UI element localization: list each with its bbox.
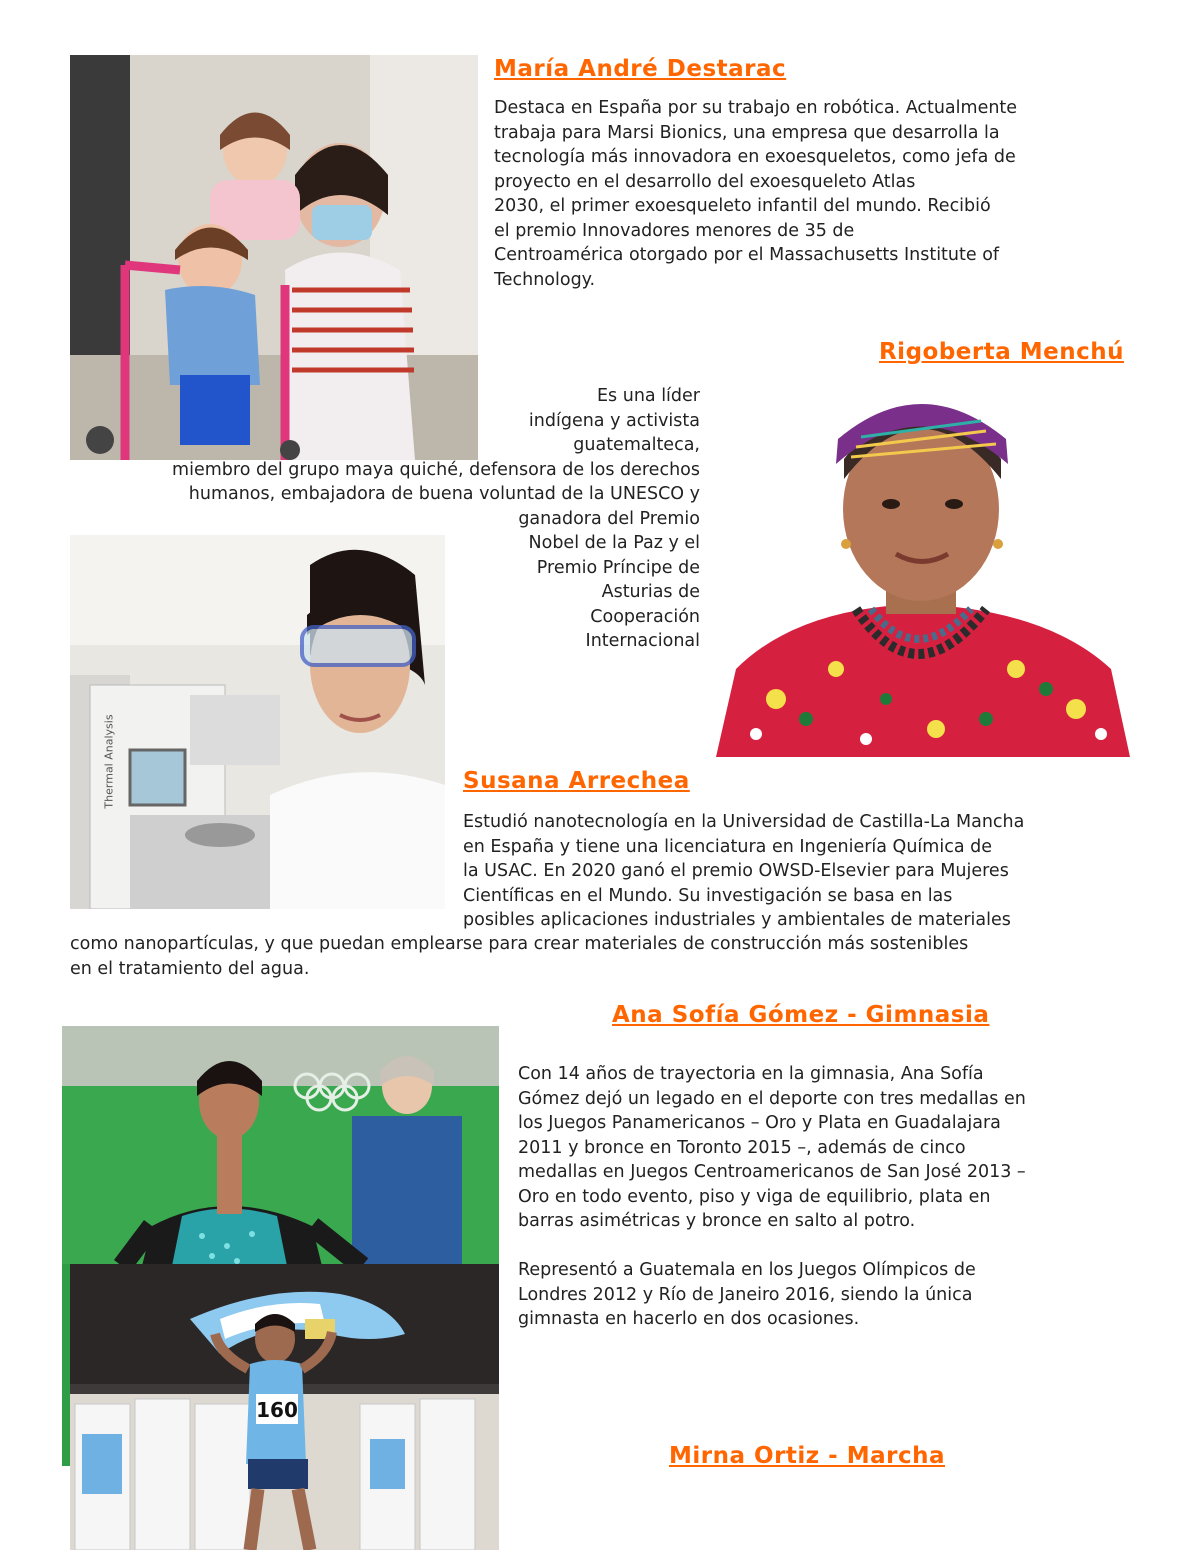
rigoberta-bio-line: Nobel de la Paz y el [528,533,700,553]
maria-bio-line: el premio Innovadores menores de 35 de [494,220,855,241]
photo-susana-arrechea [70,535,445,909]
ana-bio-line: Oro en todo evento, piso y viga de equilibrio, plata en [518,1186,991,1207]
rigoberta-bio-line: ganadora del Premio [518,508,700,529]
ana-bio-line: Londres 2012 y Río de Janeiro 2016, siendo la única [518,1284,973,1305]
green-accent-bar [62,1264,70,1466]
rigoberta-bio-line: Internacional [585,631,700,651]
susana-name-heading: Susana Arrechea [463,768,690,794]
photo-ana-sofia-gomez [62,1026,499,1266]
bib-number: 160 [256,1398,298,1422]
maria-bio-line: Centroamérica otorgado por el Massachusetts Institute of [494,245,1000,265]
rigoberta-bio-line: Premio Príncipe de [536,557,700,578]
ana-bio-line: 2011 y bronce en Toronto 2015 –, además de cinco [518,1137,966,1158]
rigoberta-bio-line: miembro del grupo maya quiché, defensora de los derechos [172,459,700,480]
ana-bio-paragraph-1 [518,1062,1138,1234]
mirna-name-heading: Mirna Ortiz - Marcha [669,1443,946,1469]
susana-bio-line: en el tratamiento del agua. [70,958,310,979]
ana-bio-line: gimnasta en hacerlo en dos ocasiones. [518,1309,860,1329]
ana-bio-line: los Juegos Panamericanos – Oro y Plata en Guadalajara [518,1113,1001,1133]
ana-bio-line: Gómez dejó un legado en el deporte con tres medallas en [518,1088,1026,1109]
rigoberta-bio-line: humanos, embajadora de buena voluntad de la UNESCO y [188,484,700,504]
rigoberta-name-heading: Rigoberta Menchú [878,339,1124,365]
susana-bio-right [463,810,1153,933]
maria-bio [494,96,1134,292]
susana-bio-line: Estudió nanotecnología en la Universidad de Castilla-La Mancha [463,812,1025,832]
photo-mirna-ortiz [70,1264,499,1550]
susana-bio-line: como nanopartículas, y que puedan emplearse para crear materiales de construcción más sostenibles [70,934,969,954]
maria-bio-line: 2030, el primer exoesqueleto infantil del mundo. Recibió [494,196,991,216]
susana-bio-line: Científicas en el Mundo. Su investigación se basa en las [463,885,953,906]
rigoberta-bio-line: Es una líder [596,386,700,406]
ana-bio-paragraph-2 [518,1258,1138,1332]
susana-bio-line: en España y tiene una licenciatura en Ingeniería Química de [463,836,992,857]
ana-bio-line: Con 14 años de trayectoria en la gimnasia, Ana Sofía [518,1064,984,1084]
photo-rigoberta-menchu [716,369,1130,757]
maria-name-heading: María André Destarac [494,56,787,82]
ana-bio-line: medallas en Juegos Centroamericanos de San José 2013 – [518,1162,1026,1182]
rigoberta-bio-line: indígena y activista [528,410,700,431]
susana-bio-line: posibles aplicaciones industriales y ambientales de materiales [463,910,1011,930]
maria-bio-line: tecnología más innovadora en exoesqueletos, como jefa de [494,147,1016,167]
susana-bio-full [70,932,1150,981]
susana-bio-line: la USAC. En 2020 ganó el premio OWSD-Elsevier para Mujeres [463,861,1009,881]
ana-bio-line: barras asimétricas y bronce en salto al potro. [518,1211,916,1231]
maria-bio-line: Destaca en España por su trabajo en robótica. Actualmente [494,98,1018,118]
ana-name-heading: Ana Sofía Gómez - Gimnasia [612,1002,990,1028]
maria-bio-line: proyecto en el desarrollo del exoesqueleto Atlas [494,171,916,192]
rigoberta-bio-line: Cooperación [590,606,700,627]
rigoberta-bio-line: guatemalteca, [573,435,700,455]
rigoberta-bio-line: Asturias de [601,582,700,602]
ana-bio-line: Representó a Guatemala en los Juegos Olímpicos de [518,1260,976,1280]
maria-bio-line: Technology. [494,269,596,290]
maria-bio-line: trabaja para Marsi Bionics, una empresa que desarrolla la [494,122,1000,143]
thermal-analysis-label: Thermal Analysis [102,714,116,809]
